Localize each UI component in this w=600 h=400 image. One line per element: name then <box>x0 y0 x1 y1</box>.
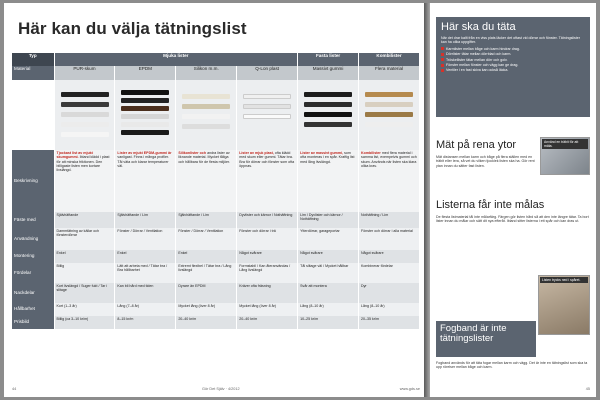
photo-caption: Listen trycks ned i spåret. <box>540 277 588 283</box>
section-text-measure: Mät distansen mellan karm och båge på flera ställen med en träbit eller lera, så vet du vilken tjocklek listen ska ha. Gör rent ytan innan du sätter fast listen. <box>436 155 535 168</box>
list-item: Tröskellister tätar mellan dörr och golv. <box>441 58 585 62</box>
strip-photo-combo <box>359 80 420 150</box>
description-cell: Lister av mjuk plast, ofta klädd med skum eller gummi. Tätar bra. Bra för dörrar och fönster som ofta öppnas. <box>237 150 298 212</box>
material-header: Massivt gummi <box>298 66 359 80</box>
box-intro: När det drar kallt från en viss plats läcker det oftast vid dörrar och fönster. Tätningslister kan ha olika uppgifter. <box>441 36 580 45</box>
table-description-row <box>12 150 420 212</box>
photo-caption: Använd en träbit för att mäta. <box>542 139 588 149</box>
table-row-use: Användning Dammtätning av källar och fönsterdörrar Fönster / Dörrar / Ventilation Fönster / Dörrar / Ventilation Fönster och dörrar i trä Ytterdörrar, garageportar Fönster och dörrar i alla material <box>12 228 420 250</box>
description-cell: Lister av massivt gummi, som ofta monteras i en spår. Kraftig list med lång livslängd. <box>298 150 359 212</box>
group-combo-strips: Kombilister <box>359 53 420 66</box>
group-soft-strips: Mjuka lister <box>54 53 298 66</box>
table-row-price: Prisbild Billig (ca 3–10 kr/m) 8–15 kr/m 20–40 kr/m 20–40 kr/m 10–25 kr/m 20–35 kr/m <box>12 316 420 329</box>
type-label: Typ <box>12 53 54 66</box>
section-text-paint: De flesta listmaterial tål inte målarfärg. Färgen gör listen hård så att den inte längre tätar. Ta bort lister innan du målar och sätt dit nya efteråt. Ibland sitter listerna i ett spår och kan dras ut. <box>436 215 589 224</box>
bullet-icon <box>441 47 444 50</box>
magazine-issue: Gör Det Själv · 4/2012 <box>202 387 240 391</box>
table-group-header-row <box>12 53 420 66</box>
table-row-pros: Fördelar Billig Lätt att arbeta med / Tätar bra / Bra hållbarhet Extremt flexibel / Tätar bra / Lång livslängd Formstabil / Kan återanvändas / Lång livslängd Tål slitage väl / Mycket hållbar Kombinerar fördelar <box>12 263 420 283</box>
strip-photo-silicone <box>176 80 237 150</box>
material-header: Silikon m.m. <box>176 66 237 80</box>
bullet-icon <box>441 64 444 67</box>
strip-photo-qlon <box>237 80 298 150</box>
section-heading-paint: Listerna får inte målas <box>436 199 545 211</box>
bullet-icon <box>441 58 444 61</box>
section-heading-sealant: Fogband är inte tätningslister <box>436 321 536 357</box>
box-title: Här ska du täta <box>441 21 516 33</box>
list-item: Karmlister mellan båge och karm hindrar drag. <box>441 47 585 51</box>
description-cell: Silikonlister och andra lister av liknande material. Mycket tåliga och hållbara för de flesta miljöer. <box>176 150 237 212</box>
bullet-icon <box>441 69 444 72</box>
description-cell: Kombilister med flera material i samma list, exempelvis gummi och skum. Används när listen ska klara olika krav. <box>359 150 420 212</box>
page-title: Här kan du välja tätningslist <box>18 19 247 38</box>
strip-photo-epdm <box>115 80 176 150</box>
section-text-sealant: Fogband används för att täta fogar mellan karm och vägg. Det är inte en tätningslist som ska ta upp rörelser mellan båge och karm. <box>436 361 588 370</box>
material-header: EPDM <box>115 66 176 80</box>
description-label: Beskrivning <box>12 150 54 212</box>
material-header: PUR-skum <box>54 66 115 80</box>
table-row-cons: Nackdelar Kort livslängd / Suger fukt / Tar i slitage Kan bli hård med tiden Dyrare än EPDM Kräver ofta fräsning Svår att montera Dyr <box>12 283 420 303</box>
description-cell: Tjockast list av mjukt skumgummi. Ibland klädd i plast för att minska friktionen. Den billigaste listen men kortare livslängd. <box>54 150 115 212</box>
material-header: Flera material <box>359 66 420 80</box>
list-item: Ventiler i en fast skiva kan också läcka. <box>441 68 585 72</box>
list-item: Dörrlister tätar mellan dörrblad och karm. <box>441 52 585 56</box>
box-list <box>441 47 585 73</box>
material-header: Q-Lon plast <box>237 66 298 80</box>
table-material-row <box>12 66 420 80</box>
strip-photo-pur <box>54 80 115 150</box>
table-row-mounting: Montering Enkel Enkel Enkel Något svårare Något svårare Något svårare <box>12 250 420 263</box>
page-number: 44 <box>12 387 17 391</box>
table-image-row <box>12 80 420 150</box>
bullet-icon <box>441 53 444 56</box>
where-to-seal-box <box>436 17 590 117</box>
strip-photo-solid-rubber <box>298 80 359 150</box>
description-cell: Lister av mjukt EPDM-gummi är vanligast. Finns i många profiler. Tål väta och klarar temperaturer väl. <box>115 150 176 212</box>
list-item: Fönster mellan fönster och vägg kan ge drag. <box>441 63 585 67</box>
page-number: 45 <box>585 387 590 391</box>
table-row-durability: Hållbarhet Kort (1–3 år) Lång (7–8 år) Mycket lång (över 8 år) Mycket lång (över 8 år) Lång (8–10 år) Lång (8–10 år) <box>12 303 420 316</box>
material-label: Material <box>12 66 54 80</box>
section-heading-measure: Mät på rena ytor <box>436 139 517 151</box>
photo-strip-in-groove <box>538 275 590 335</box>
group-solid-strips: Fasta lister <box>298 53 359 66</box>
right-page <box>430 3 596 397</box>
table-row-fastening: Fäste med Självhäftande Självhäftande / Lim Självhäftande / Lim Dyvlister och kärnor / Nothäftning Lim / Dyvlister och kärnor / Nothäftning Nothäftning / Lim <box>12 212 420 228</box>
left-page <box>4 3 424 397</box>
website-link[interactable]: www.gds.se <box>399 387 420 391</box>
weatherstrip-comparison-table <box>12 53 420 329</box>
